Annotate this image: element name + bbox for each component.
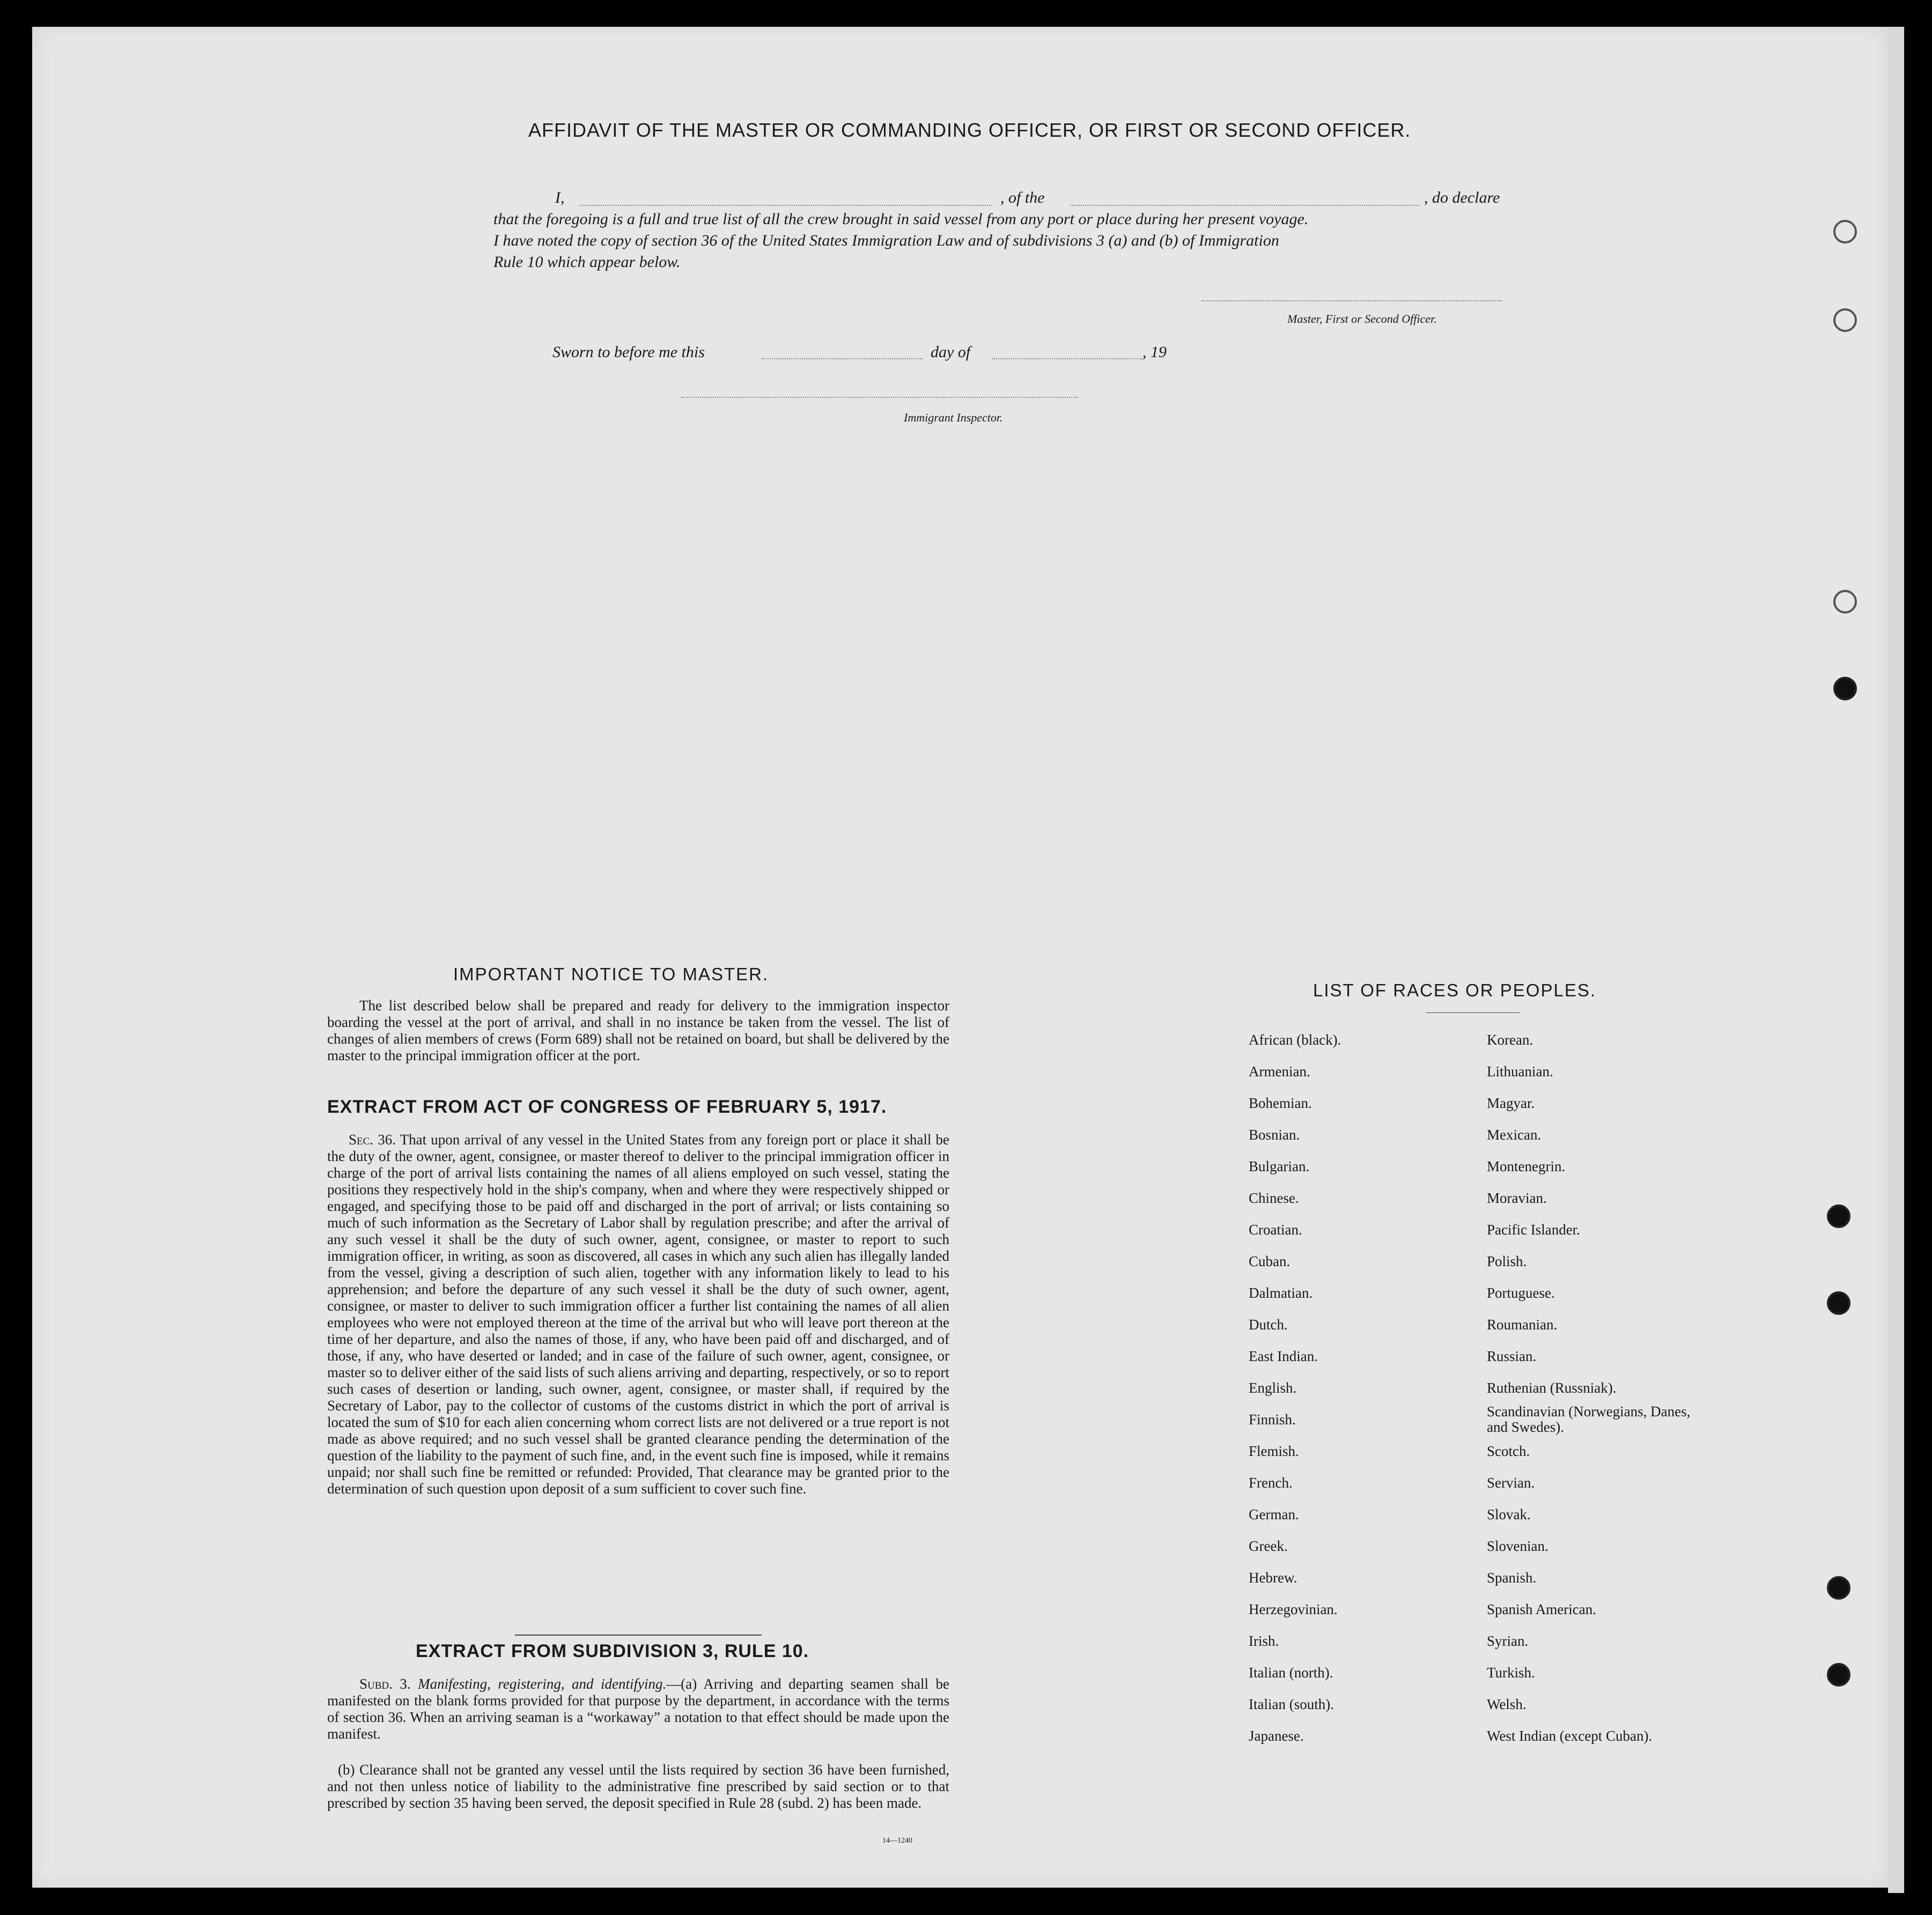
race-item: Polish. <box>1487 1253 1527 1269</box>
race-item: Hebrew. <box>1249 1570 1297 1586</box>
race-item: Spanish American. <box>1487 1601 1596 1617</box>
affidavit-line-2: that the foregoing is a full and true list of all the crew brought in said vessel from any port or place during her present voyage. <box>493 210 1309 228</box>
race-item: Japanese. <box>1249 1728 1304 1744</box>
sec-36-label: Sec. 36. <box>349 1132 396 1148</box>
race-item: Roumanian. <box>1487 1317 1558 1333</box>
race-item: Moravian. <box>1487 1190 1547 1206</box>
race-item: Greek. <box>1249 1538 1288 1554</box>
subd-part-a-text: —(a) Arriving and departing seamen shall be manifested on the blank forms provided for that purpose by the department, in accordance with the terms of section 36. When an arriving seaman is a “workaway” a notation to that effect should be made upon the manifest. <box>327 1676 949 1742</box>
races-column-1 <box>1249 1024 1341 1752</box>
affidavit-declare-label: , do declare <box>1424 189 1500 206</box>
race-item: Flemish. <box>1249 1443 1299 1459</box>
affidavit-line-4: Rule 10 which appear below. <box>493 253 681 271</box>
punch-hole <box>1833 220 1857 243</box>
race-item: Montenegrin. <box>1487 1158 1566 1174</box>
master-name-field[interactable] <box>579 205 992 206</box>
race-item: African (black). <box>1249 1032 1341 1048</box>
race-item: Slovenian. <box>1487 1538 1548 1554</box>
race-item: Welsh. <box>1487 1696 1527 1712</box>
master-signature-label: Master, First or Second Officer. <box>1287 312 1437 326</box>
race-item: Magyar. <box>1487 1095 1535 1111</box>
race-item: Dalmatian. <box>1249 1285 1313 1301</box>
race-item: Dutch. <box>1249 1317 1288 1333</box>
race-item: Cuban. <box>1249 1253 1291 1269</box>
rule-extract-part-b: (b) Clearance shall not be granted any vessel until the lists required by section 36 have been furnished, and not then unless notice of liability to the administrative fine prescribed by said section or to that prescribed by section 35 having been served, the deposit specified in Rule 28 (subd. 2) has been made. <box>327 1762 949 1811</box>
race-item: Portuguese. <box>1487 1285 1555 1301</box>
sworn-month-field[interactable] <box>992 358 1142 359</box>
sworn-day-field[interactable] <box>762 358 923 359</box>
sworn-label: Sworn to before me this <box>552 343 705 361</box>
race-item: Ruthenian (Russniak). <box>1487 1380 1617 1396</box>
punch-hole <box>1833 677 1857 700</box>
act-extract-title: EXTRACT FROM ACT OF CONGRESS OF FEBRUARY 5, 1917. <box>327 1097 887 1117</box>
race-item: Lithuanian. <box>1487 1063 1553 1080</box>
punch-hole <box>1827 1576 1850 1600</box>
race-item: Servian. <box>1487 1475 1535 1491</box>
race-item: Finnish. <box>1249 1411 1296 1428</box>
act-extract-body <box>327 1132 949 1497</box>
race-item: Irish. <box>1249 1633 1279 1649</box>
vessel-name-field[interactable] <box>1070 205 1419 206</box>
race-item: Syrian. <box>1487 1633 1529 1649</box>
day-of-label: day of <box>931 343 971 361</box>
race-item: Croatian. <box>1249 1222 1302 1238</box>
race-item: Scandinavian (Norwegians, Danes, and Swedes). <box>1487 1403 1691 1435</box>
races-column-2 <box>1487 1024 1712 1752</box>
document-page <box>32 27 1888 1888</box>
punch-hole <box>1833 590 1857 613</box>
punch-hole <box>1833 308 1857 332</box>
race-item: Russian. <box>1487 1348 1537 1364</box>
inspector-signature-label: Immigrant Inspector. <box>904 411 1003 424</box>
race-item: Bulgarian. <box>1249 1158 1310 1174</box>
race-item: Scotch. <box>1487 1443 1530 1459</box>
race-item: French. <box>1249 1475 1293 1491</box>
race-item: English. <box>1249 1380 1297 1396</box>
sec-36-text: That upon arrival of any vessel in the United States from any foreign port or place it shall be the duty of the owner, agent, consignee, or master thereof to deliver to the principal immigration officer in charge of the port of arrival lists containing the names of all aliens employed on such vessel, stating the positions they respectively hold in the ship's company, when and where they were respectively shipped or engaged, and specifying those to be paid off and discharged in the port of arrival; or lists containing so much of such information as the Secretary of Labor shall by regulation prescribe; and after the arrival of any such vessel it shall be the duty of such owner, agent, consignee, or master to report to such immigration officer, in writing, as soon as discovered, all cases in which any such alien has illegally landed from the vessel, giving a description of such alien, together with any information likely to lead to his apprehension; and before the departure of any such vessel it shall be the duty of such owner, agent, consignee, or master to deliver to such immigration officer a further list containing the names of all alien employees who were not employed thereon at the time of the arrival but who will leave port thereon at the time of her departure, and also the names of those, if any, who have been paid off and discharged, and of those, if any, who have deserted or landed; and in case of the failure of such owner, agent, consignee, or master so to deliver either of the said lists of such aliens arriving and departing, respectively, or so to report such cases of desertion or landing, such owner, agent, consignee, or master shall, if required by the Secretary of Labor, pay to the collector of customs of the customs district in which the port of arrival is located the sum of $10 for each alien concerning whom correct lists are not delivered or a true report is not made as above required; and no such vessel shall be granted clearance pending the determination of the question of the liability to the payment of such fine, and, in the event such fine is imposed, while it remains unpaid; nor shall such fine be remitted or refunded: Provided, That clearance may be granted prior to the determination of such question upon deposit of a sum sufficient to cover such fine. <box>327 1132 949 1497</box>
section-divider <box>515 1635 762 1636</box>
inspector-signature-field[interactable] <box>681 397 1078 398</box>
race-item: Herzegovinian. <box>1249 1601 1338 1617</box>
race-item: West Indian (except Cuban). <box>1487 1728 1653 1744</box>
affidavit-of-the-label: , of the <box>1000 189 1045 206</box>
subd-label: Subd. 3. <box>359 1676 411 1692</box>
master-signature-field[interactable] <box>1201 300 1502 301</box>
race-item: Spanish. <box>1487 1570 1537 1586</box>
punch-hole <box>1827 1663 1850 1687</box>
affidavit-line-3: I have noted the copy of section 36 of the United States Immigration Law and of subdivisions 3 (a) and (b) of Immigration <box>493 232 1279 249</box>
races-title-rule <box>1426 1012 1520 1013</box>
notice-body: The list described below shall be prepared and ready for delivery to the immigration inspector boarding the vessel at the port of arrival, and shall in no instance be taken from the vessel. The list of changes of alien members of crews (Form 689) shall not be retained on board, but shall be delivered by the master to the principal immigration officer at the port. <box>327 997 949 1063</box>
page-edge <box>1888 27 1904 1893</box>
affidavit-title: AFFIDAVIT OF THE MASTER OR COMMANDING OFFICER, OR FIRST OR SECOND OFFICER. <box>528 119 1411 141</box>
punch-hole <box>1827 1291 1850 1315</box>
subd-heading: Manifesting, registering, and identifying. <box>418 1676 667 1692</box>
race-item: Slovak. <box>1487 1506 1531 1522</box>
race-item: East Indian. <box>1249 1348 1318 1364</box>
race-item: Turkish. <box>1487 1665 1535 1681</box>
race-item: Pacific Islander. <box>1487 1222 1580 1238</box>
races-title: LIST OF RACES OR PEOPLES. <box>1313 980 1597 1000</box>
race-item: Bohemian. <box>1249 1095 1312 1111</box>
affidavit-line-1 <box>555 189 565 207</box>
notice-title: IMPORTANT NOTICE TO MASTER. <box>453 964 769 984</box>
race-item: German. <box>1249 1506 1299 1522</box>
rule-extract-part-a <box>327 1676 949 1742</box>
year-label: , 19 <box>1142 343 1167 361</box>
race-item: Korean. <box>1487 1032 1533 1048</box>
race-item: Italian (north). <box>1249 1665 1333 1681</box>
punch-hole <box>1827 1204 1850 1228</box>
race-item: Armenian. <box>1249 1063 1310 1080</box>
race-item: Chinese. <box>1249 1190 1299 1206</box>
affidavit-i-label: I, <box>555 189 565 206</box>
form-code: 14—1240 <box>882 1837 912 1845</box>
race-item: Italian (south). <box>1249 1696 1334 1712</box>
race-item: Mexican. <box>1487 1127 1542 1143</box>
rule-extract-title: EXTRACT FROM SUBDIVISION 3, RULE 10. <box>416 1641 809 1661</box>
race-item: Bosnian. <box>1249 1127 1300 1143</box>
